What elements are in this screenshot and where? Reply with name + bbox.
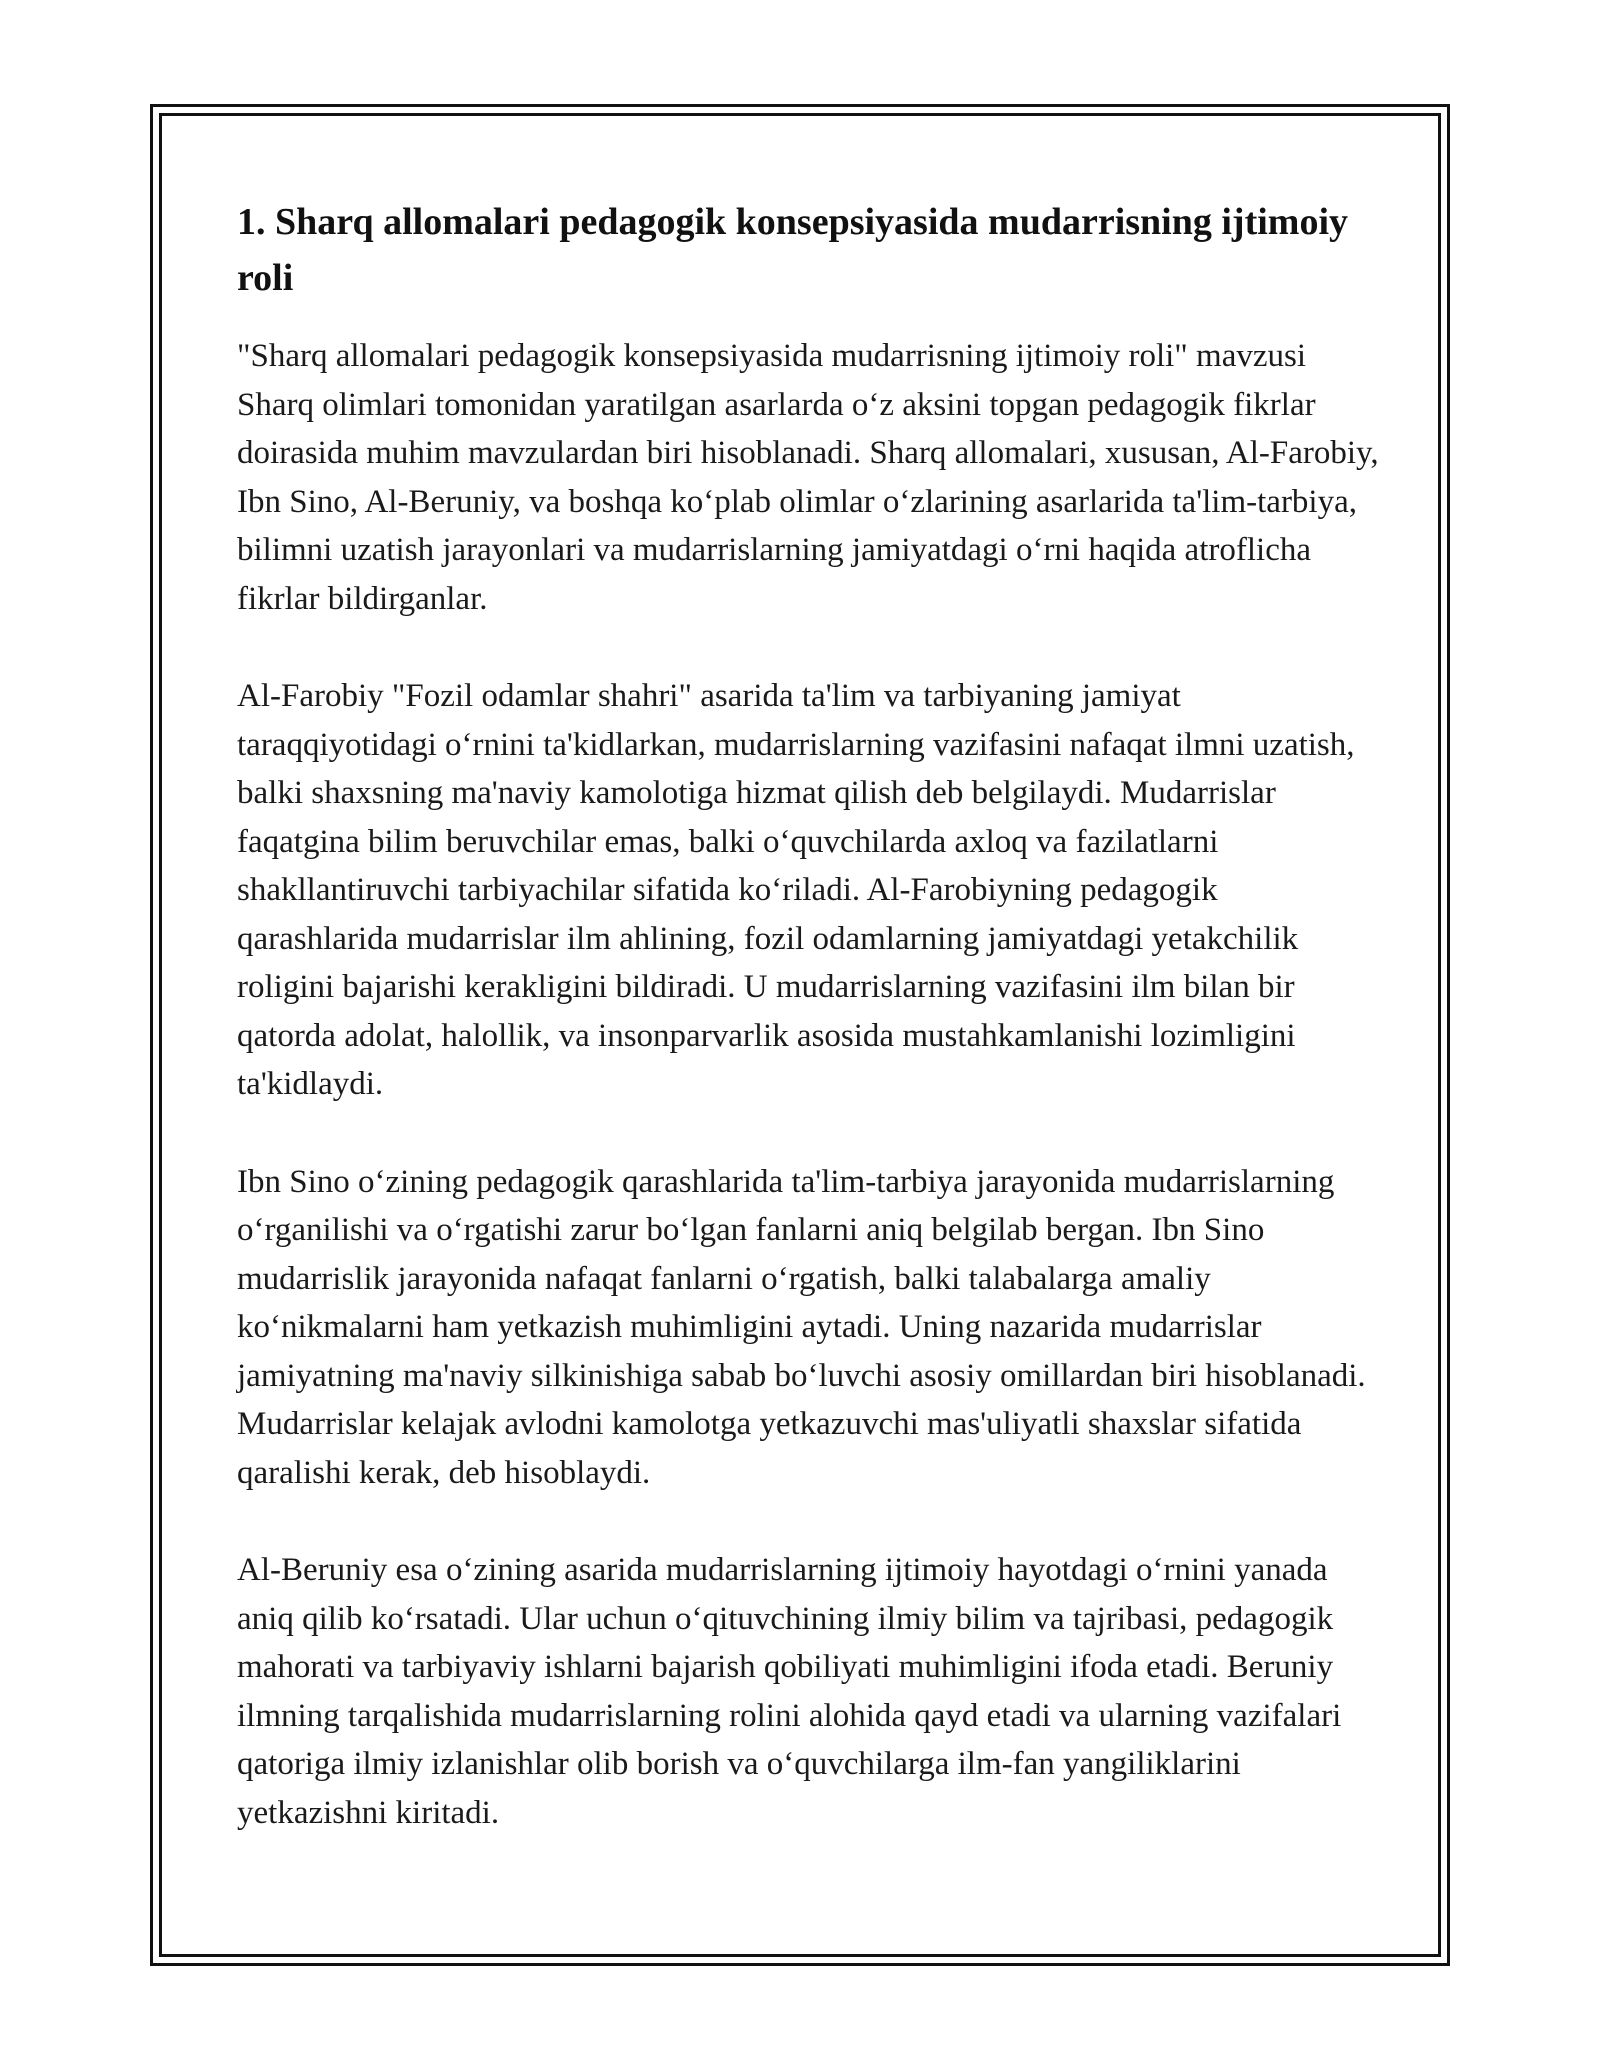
page-border-inner	[159, 113, 1441, 1957]
document-content	[237, 194, 1382, 1837]
page-border-outer	[150, 104, 1450, 1966]
paragraph-al-beruniy: Al-Beruniy esa oʻzining asarida mudarrislarning ijtimoiy hayotdagi oʻrnini yanada aniq qilib koʻrsatadi. Ular uchun oʻqituvchining ilmiy bilim va tajribasi, pedagogik mahorati va tarbiyaviy ishlarni bajarish qobiliyati muhimligini ifoda etadi. Beruniy ilmning tarqalishida mudarrislarning rolini alohida qayd etadi va ularning vazifalari qatoriga ilmiy izlanishlar olib borish va oʻquvchilarga ilm-fan yangiliklarini yetkazishni kiritadi.	[237, 1552, 1342, 1831]
paragraph-ibn-sino: Ibn Sino oʻzining pedagogik qarashlarida ta'lim-tarbiya jarayonida mudarrislarning oʻrganilishi va oʻrgatishi zarur boʻlgan fanlarni aniq belgilab bergan. Ibn Sino mudarrislik jarayonida nafaqat fanlarni oʻrgatish, balki talabalarga amaliy koʻnikmalarni ham yetkazish muhimligini aytadi. Uning nazarida mudarrislar jamiyatning ma'naviy silkinishiga sabab boʻluvchi asosiy omillardan biri hisoblanadi. Mudarrislar kelajak avlodni kamolotga yetkazuvchi mas'uliyatli shaxslar sifatida qaralishi kerak, deb hisoblaydi.	[237, 1163, 1366, 1491]
section-heading: 1. Sharq allomalari pedagogik konsepsiyasida mudarrisning ijtimoiy roli	[237, 201, 1348, 299]
paragraph-intro: "Sharq allomalari pedagogik konsepsiyasida mudarrisning ijtimoiy roli" mavzusi Sharq olimlari tomonidan yaratilgan asarlarda oʻz aksini topgan pedagogik fikrlar doirasida muhim mavzulardan biri hisoblanadi. Sharq allomalari, xususan, Al-Farobiy, Ibn Sino, Al-Beruniy, va boshqa koʻplab olimlar oʻzlarining asarlarida ta'lim-tarbiya, bilimni uzatish jarayonlari va mudarrislarning jamiyatdagi oʻrni haqida atroflicha fikrlar bildirganlar.	[237, 338, 1379, 617]
paragraph-al-farobiy: Al-Farobiy "Fozil odamlar shahri" asarida ta'lim va tarbiyaning jamiyat taraqqiyotidagi oʻrnini ta'kidlarkan, mudarrislarning vazifasini nafaqat ilmni uzatish, balki shaxsning ma'naviy kamolotiga hizmat qilish deb belgilaydi. Mudarrislar faqatgina bilim beruvchilar emas, balki oʻquvchilarda axloq va fazilatlarni shakllantiruvchi tarbiyachilar sifatida koʻriladi. Al-Farobiyning pedagogik qarashlarida mudarrislar ilm ahlining, fozil odamlarning jamiyatdagi yetakchilik roligini bajarishi kerakligini bildiradi. U mudarrislarning vazifasini ilm bilan bir qatorda adolat, halollik, va insonparvarlik asosida mustahkamlanishi lozimligini ta'kidlaydi.	[237, 678, 1355, 1102]
